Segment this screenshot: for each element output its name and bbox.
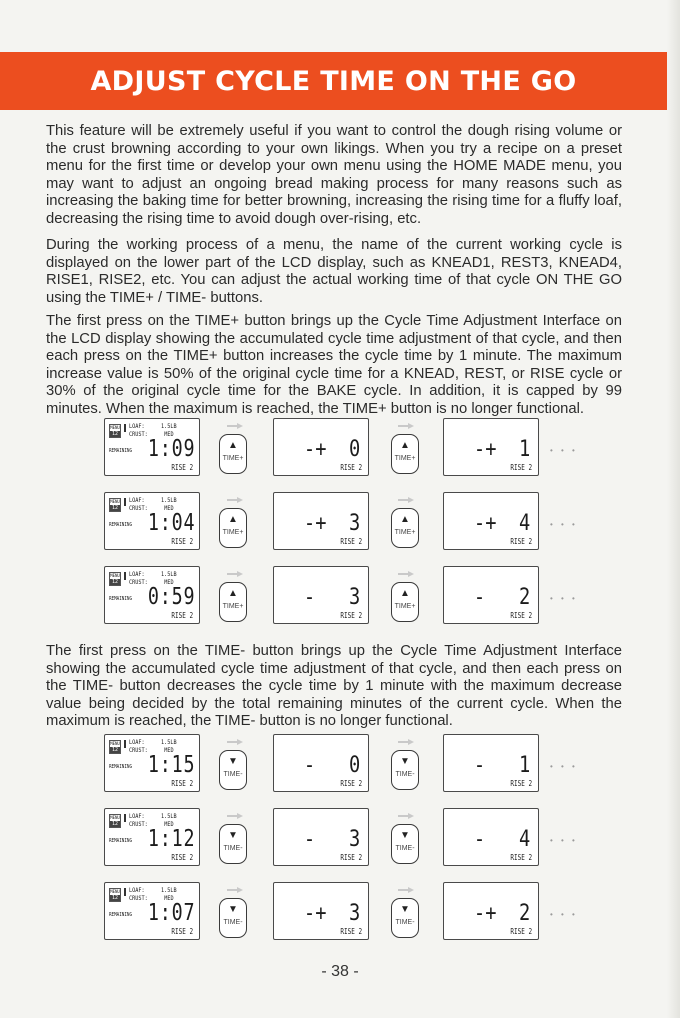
lcd-display-adjustment xyxy=(443,882,539,940)
continuation-dots: • • • xyxy=(550,446,578,455)
section-title-banner xyxy=(0,52,667,110)
lcd-display-adjustment xyxy=(273,418,369,476)
lcd-display-main xyxy=(104,734,200,792)
adjustment-value: -+ 0 xyxy=(303,437,360,462)
time-button-label: TIME- xyxy=(395,845,415,852)
cycle-name: RISE 2 xyxy=(340,463,362,472)
time-button-label: TIME- xyxy=(395,919,415,926)
arrow-right-icon xyxy=(227,423,243,429)
arrow-right-icon xyxy=(398,497,414,503)
crust-label: CRUST: xyxy=(129,430,148,438)
adjustment-value: -+ 1 xyxy=(473,437,530,462)
time-minus-button[interactable] xyxy=(391,750,419,790)
time-minus-button[interactable] xyxy=(219,824,247,864)
indicator-tick xyxy=(124,888,126,896)
lcd-display-adjustment xyxy=(443,492,539,550)
arrow-up-icon: ▲ xyxy=(400,514,410,525)
crust-label: CRUST: xyxy=(129,820,148,828)
lcd-display-main xyxy=(104,882,200,940)
arrow-right-icon xyxy=(398,571,414,577)
loaf-crust-labels xyxy=(129,812,148,828)
continuation-dots: • • • xyxy=(550,762,578,771)
arrow-right-icon xyxy=(227,887,243,893)
paragraph-intro: This feature will be extremely useful if you want to control the dough rising volume or the crust browning according to your own likings. When you try a recipe on a preset menu for the first time or develop your own menu using the HOME MADE menu, you may want to adjust an ongoing bread making process for many reasons such as increasing the baking time for better browning, increasing the rising time for a fluffy loaf, decreasing the rising time to avoid dough over-rising, etc. xyxy=(46,123,622,227)
remaining-label: REMAINING xyxy=(109,522,133,528)
time-minus-button[interactable] xyxy=(391,824,419,864)
menu-label: MENU xyxy=(110,815,120,820)
lcd-display-adjustment xyxy=(273,882,369,940)
arrow-right-icon xyxy=(227,739,243,745)
crust-value: MED xyxy=(164,430,174,438)
loaf-crust-labels xyxy=(129,570,148,586)
arrow-right-icon xyxy=(398,423,414,429)
cycle-name: RISE 2 xyxy=(340,927,362,936)
time-button-label: TIME- xyxy=(223,845,243,852)
remaining-time: 0:59 xyxy=(147,584,195,610)
loaf-value: 1.5LB xyxy=(161,422,177,430)
time-minus-button[interactable] xyxy=(219,750,247,790)
lcd-display-adjustment xyxy=(443,734,539,792)
cycle-name: RISE 2 xyxy=(171,611,193,620)
lcd-display-adjustment xyxy=(273,492,369,550)
section-title: ADJUST CYCLE TIME ON THE GO xyxy=(90,65,577,97)
menu-number: 12 xyxy=(111,895,119,901)
remaining-time: 1:12 xyxy=(147,826,195,852)
loaf-value: 1.5LB xyxy=(161,496,177,504)
arrow-down-icon: ▼ xyxy=(228,904,238,915)
time-button-label: TIME+ xyxy=(394,455,416,462)
crust-value: MED xyxy=(164,894,174,902)
lcd-display-adjustment xyxy=(273,566,369,624)
remaining-label: REMAINING xyxy=(109,596,133,602)
indicator-tick xyxy=(124,424,126,432)
adjustment-value: -+ 4 xyxy=(473,511,530,536)
page-edge-shadow xyxy=(667,0,680,1018)
time-plus-button[interactable] xyxy=(219,582,247,622)
crust-value: MED xyxy=(164,746,174,754)
time-button-label: TIME- xyxy=(395,771,415,778)
time-button-label: TIME+ xyxy=(222,529,244,536)
remaining-time: 1:04 xyxy=(147,510,195,536)
indicator-tick xyxy=(124,814,126,822)
arrow-right-icon xyxy=(227,571,243,577)
continuation-dots: • • • xyxy=(550,836,578,845)
adjustment-value: - 3 xyxy=(303,827,360,852)
menu-badge xyxy=(109,424,121,438)
crust-value: MED xyxy=(164,504,174,512)
loaf-value: 1.5LB xyxy=(161,570,177,578)
arrow-down-icon: ▼ xyxy=(400,830,410,841)
arrow-up-icon: ▲ xyxy=(400,588,410,599)
paragraph-time-minus: The first press on the TIME- button brings up the Cycle Time Adjustment Interface showing the accumulated cycle time adjustment of that cycle, and then each press on the TIME- button decreases the cycle time by 1 minute with the maximum decrease value being decided by the total remaining minutes of the current cycle. When the maximum is reached, the TIME- button is no longer functional. xyxy=(46,643,622,729)
cycle-name: RISE 2 xyxy=(171,779,193,788)
lcd-display-main xyxy=(104,566,200,624)
time-button-label: TIME+ xyxy=(394,603,416,610)
indicator-tick xyxy=(124,740,126,748)
arrow-up-icon: ▲ xyxy=(228,588,238,599)
time-plus-button[interactable] xyxy=(219,434,247,474)
menu-number: 12 xyxy=(111,505,119,511)
adjustment-value: -+ 2 xyxy=(473,901,530,926)
menu-number: 12 xyxy=(111,747,119,753)
indicator-tick xyxy=(124,572,126,580)
adjustment-value: -+ 3 xyxy=(303,901,360,926)
cycle-name: RISE 2 xyxy=(340,611,362,620)
loaf-label: LOAF: xyxy=(129,738,145,746)
arrow-right-icon xyxy=(398,739,414,745)
arrow-right-icon xyxy=(398,887,414,893)
loaf-label: LOAF: xyxy=(129,570,145,578)
menu-badge xyxy=(109,572,121,586)
time-button-label: TIME+ xyxy=(222,455,244,462)
menu-number: 12 xyxy=(111,431,119,437)
arrow-up-icon: ▲ xyxy=(228,440,238,451)
loaf-value: 1.5LB xyxy=(161,738,177,746)
cycle-name: RISE 2 xyxy=(510,779,532,788)
menu-badge xyxy=(109,888,121,902)
continuation-dots: • • • xyxy=(550,594,578,603)
loaf-crust-labels xyxy=(129,886,148,902)
remaining-label: REMAINING xyxy=(109,912,133,918)
arrow-down-icon: ▼ xyxy=(228,830,238,841)
crust-label: CRUST: xyxy=(129,504,148,512)
loaf-label: LOAF: xyxy=(129,886,145,894)
cycle-name: RISE 2 xyxy=(340,853,362,862)
crust-value: MED xyxy=(164,820,174,828)
loaf-label: LOAF: xyxy=(129,422,145,430)
menu-badge xyxy=(109,814,121,828)
menu-number: 12 xyxy=(111,579,119,585)
time-button-label: TIME+ xyxy=(394,529,416,536)
loaf-label: LOAF: xyxy=(129,812,145,820)
arrow-right-icon xyxy=(398,813,414,819)
lcd-display-adjustment xyxy=(443,566,539,624)
menu-badge xyxy=(109,740,121,754)
time-plus-button[interactable] xyxy=(219,508,247,548)
cycle-name: RISE 2 xyxy=(510,537,532,546)
time-minus-button[interactable] xyxy=(219,898,247,938)
indicator-tick xyxy=(124,498,126,506)
time-button-label: TIME- xyxy=(223,771,243,778)
time-plus-button[interactable] xyxy=(391,434,419,474)
loaf-crust-labels xyxy=(129,738,148,754)
menu-label: MENU xyxy=(110,573,120,578)
menu-label: MENU xyxy=(110,425,120,430)
lcd-display-main xyxy=(104,808,200,866)
adjustment-value: - 4 xyxy=(473,827,530,852)
time-button-label: TIME+ xyxy=(222,603,244,610)
cycle-name: RISE 2 xyxy=(510,611,532,620)
adjustment-value: - 2 xyxy=(473,585,530,610)
arrow-down-icon: ▼ xyxy=(228,756,238,767)
remaining-time: 1:07 xyxy=(147,900,195,926)
continuation-dots: • • • xyxy=(550,520,578,529)
remaining-label: REMAINING xyxy=(109,764,133,770)
menu-label: MENU xyxy=(110,889,120,894)
remaining-label: REMAINING xyxy=(109,448,133,454)
lcd-display-adjustment xyxy=(443,418,539,476)
time-minus-button[interactable] xyxy=(391,898,419,938)
cycle-name: RISE 2 xyxy=(510,853,532,862)
adjustment-value: -+ 3 xyxy=(303,511,360,536)
arrow-down-icon: ▼ xyxy=(400,756,410,767)
arrow-right-icon xyxy=(227,497,243,503)
lcd-display-adjustment xyxy=(443,808,539,866)
remaining-label: REMAINING xyxy=(109,838,133,844)
cycle-name: RISE 2 xyxy=(171,537,193,546)
lcd-display-main xyxy=(104,492,200,550)
crust-label: CRUST: xyxy=(129,746,148,754)
menu-label: MENU xyxy=(110,499,120,504)
cycle-name: RISE 2 xyxy=(340,537,362,546)
remaining-time: 1:09 xyxy=(147,436,195,462)
menu-badge xyxy=(109,498,121,512)
loaf-crust-labels xyxy=(129,496,148,512)
adjustment-value: - 1 xyxy=(473,753,530,778)
remaining-time: 1:15 xyxy=(147,752,195,778)
crust-value: MED xyxy=(164,578,174,586)
arrow-up-icon: ▲ xyxy=(228,514,238,525)
time-button-label: TIME- xyxy=(223,919,243,926)
adjustment-value: - 0 xyxy=(303,753,360,778)
cycle-name: RISE 2 xyxy=(171,853,193,862)
cycle-name: RISE 2 xyxy=(510,927,532,936)
loaf-crust-labels xyxy=(129,422,148,438)
paragraph-cycle-display: During the working process of a menu, the name of the current working cycle is displayed on the lower part of the LCD display, such as KNEAD1, REST3, KNEAD4, RISE1, RISE2, etc. You can adjust the actual working time of that cycle ON THE GO using the TIME+ / TIME- buttons. xyxy=(46,237,622,306)
time-plus-button[interactable] xyxy=(391,582,419,622)
arrow-down-icon: ▼ xyxy=(400,904,410,915)
loaf-value: 1.5LB xyxy=(161,886,177,894)
cycle-name: RISE 2 xyxy=(171,463,193,472)
loaf-label: LOAF: xyxy=(129,496,145,504)
lcd-display-adjustment xyxy=(273,734,369,792)
cycle-name: RISE 2 xyxy=(340,779,362,788)
cycle-name: RISE 2 xyxy=(171,927,193,936)
continuation-dots: • • • xyxy=(550,910,578,919)
lcd-display-main xyxy=(104,418,200,476)
adjustment-value: - 3 xyxy=(303,585,360,610)
time-plus-button[interactable] xyxy=(391,508,419,548)
page-number: - 38 - xyxy=(321,963,359,980)
paragraph-time-plus: The first press on the TIME+ button brings up the Cycle Time Adjustment Interface on the LCD display showing the accumulated cycle time adjustment of that cycle, and then each press on the TIME+ button increases the cycle time by 1 minute. The maximum increase value is 50% of the original cycle time for a KNEAD, REST, or RISE cycle or 30% of the original cycle time for the BAKE cycle. In addition, it is capped by 99 minutes. When the maximum is reached, the TIME+ button is no longer functional. xyxy=(46,313,622,417)
loaf-value: 1.5LB xyxy=(161,812,177,820)
menu-number: 12 xyxy=(111,821,119,827)
menu-label: MENU xyxy=(110,741,120,746)
crust-label: CRUST: xyxy=(129,578,148,586)
arrow-up-icon: ▲ xyxy=(400,440,410,451)
arrow-right-icon xyxy=(227,813,243,819)
lcd-display-adjustment xyxy=(273,808,369,866)
crust-label: CRUST: xyxy=(129,894,148,902)
cycle-name: RISE 2 xyxy=(510,463,532,472)
